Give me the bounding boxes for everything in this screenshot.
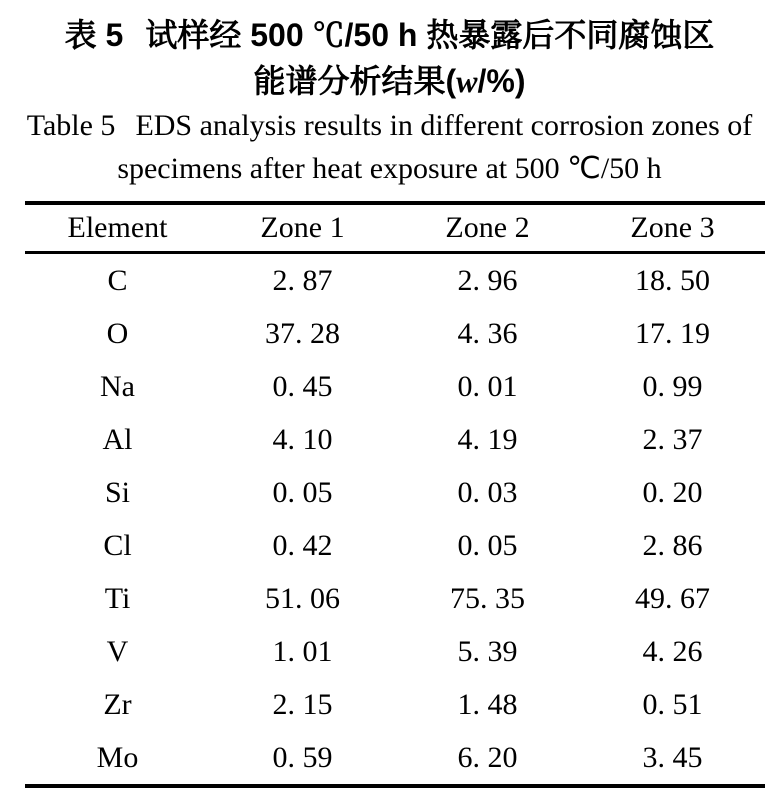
- element-cell: V: [106, 634, 129, 668]
- value-cell: 4. 26: [642, 634, 703, 668]
- mass-fraction-symbol: w: [456, 63, 478, 99]
- value-cell: 5. 39: [457, 634, 518, 668]
- element-cell: Zr: [103, 687, 132, 721]
- table-caption-en-line2: specimens after heat exposure at 500 ℃/50 h: [117, 152, 662, 185]
- table-row: [25, 360, 765, 413]
- element-cell: Mo: [96, 740, 139, 774]
- element-cell: O: [106, 316, 129, 350]
- table-row: [25, 413, 765, 466]
- value-cell: 0. 51: [642, 687, 703, 721]
- value-cell: 0. 45: [272, 369, 333, 403]
- table-row: [25, 253, 765, 308]
- table-row: [25, 625, 765, 678]
- value-cell: 18. 50: [635, 263, 710, 297]
- value-cell: 2. 37: [642, 422, 703, 456]
- column-header-zone3: Zone 3: [580, 203, 765, 253]
- table-row: [25, 678, 765, 731]
- value-cell: 17. 19: [635, 316, 710, 350]
- value-cell: 0. 20: [642, 475, 703, 509]
- column-header-zone1: Zone 1: [210, 203, 395, 253]
- table-number-zh: 表 5: [64, 17, 124, 53]
- value-cell: 0. 03: [457, 475, 518, 509]
- table-caption-zh-line1: [0, 0, 779, 58]
- value-cell: 1. 48: [457, 687, 518, 721]
- table-row: [25, 731, 765, 786]
- table-row: [25, 519, 765, 572]
- table-number-en: Table 5: [26, 109, 116, 142]
- table-row: [25, 466, 765, 519]
- value-cell: 2. 87: [272, 263, 333, 297]
- caption-zh-line2-prefix: 能谱分析结果(: [253, 63, 457, 99]
- table-row: [25, 572, 765, 625]
- value-cell: 4. 36: [457, 316, 518, 350]
- table-caption-zh-line2: [0, 58, 779, 104]
- value-cell: 2. 96: [457, 263, 518, 297]
- caption-zh-line2-suffix: /%): [477, 63, 526, 99]
- element-cell: Na: [100, 369, 135, 403]
- table-row: [25, 307, 765, 360]
- value-cell: 75. 35: [450, 581, 525, 615]
- element-cell: C: [107, 263, 128, 297]
- value-cell: 1. 01: [272, 634, 333, 668]
- value-cell: 49. 67: [635, 581, 710, 615]
- element-cell: Ti: [104, 581, 131, 615]
- value-cell: 0. 99: [642, 369, 703, 403]
- element-cell: Cl: [103, 528, 132, 562]
- value-cell: 3. 45: [642, 740, 703, 774]
- column-header-element: Element: [25, 203, 210, 253]
- value-cell: 0. 01: [457, 369, 518, 403]
- value-cell: 4. 10: [272, 422, 333, 456]
- value-cell: 0. 42: [272, 528, 333, 562]
- value-cell: 51. 06: [265, 581, 340, 615]
- value-cell: 37. 28: [265, 316, 340, 350]
- value-cell: 0. 59: [272, 740, 333, 774]
- table-caption-en-line1: [0, 104, 779, 147]
- value-cell: 0. 05: [457, 528, 518, 562]
- column-header-zone2: Zone 2: [395, 203, 580, 253]
- value-cell: 2. 15: [272, 687, 333, 721]
- element-cell: Al: [102, 422, 133, 456]
- eds-results-table: [25, 201, 765, 788]
- value-cell: 4. 19: [457, 422, 518, 456]
- table-header-row: [25, 203, 765, 253]
- table-caption-zh-text: 试样经 500 ℃/50 h 热暴露后不同腐蚀区: [145, 17, 715, 53]
- value-cell: 6. 20: [457, 740, 518, 774]
- value-cell: 2. 86: [642, 528, 703, 562]
- table-caption-en-text: EDS analysis results in different corrosion zones of: [135, 109, 753, 142]
- element-cell: Si: [104, 475, 131, 509]
- value-cell: 0. 05: [272, 475, 333, 509]
